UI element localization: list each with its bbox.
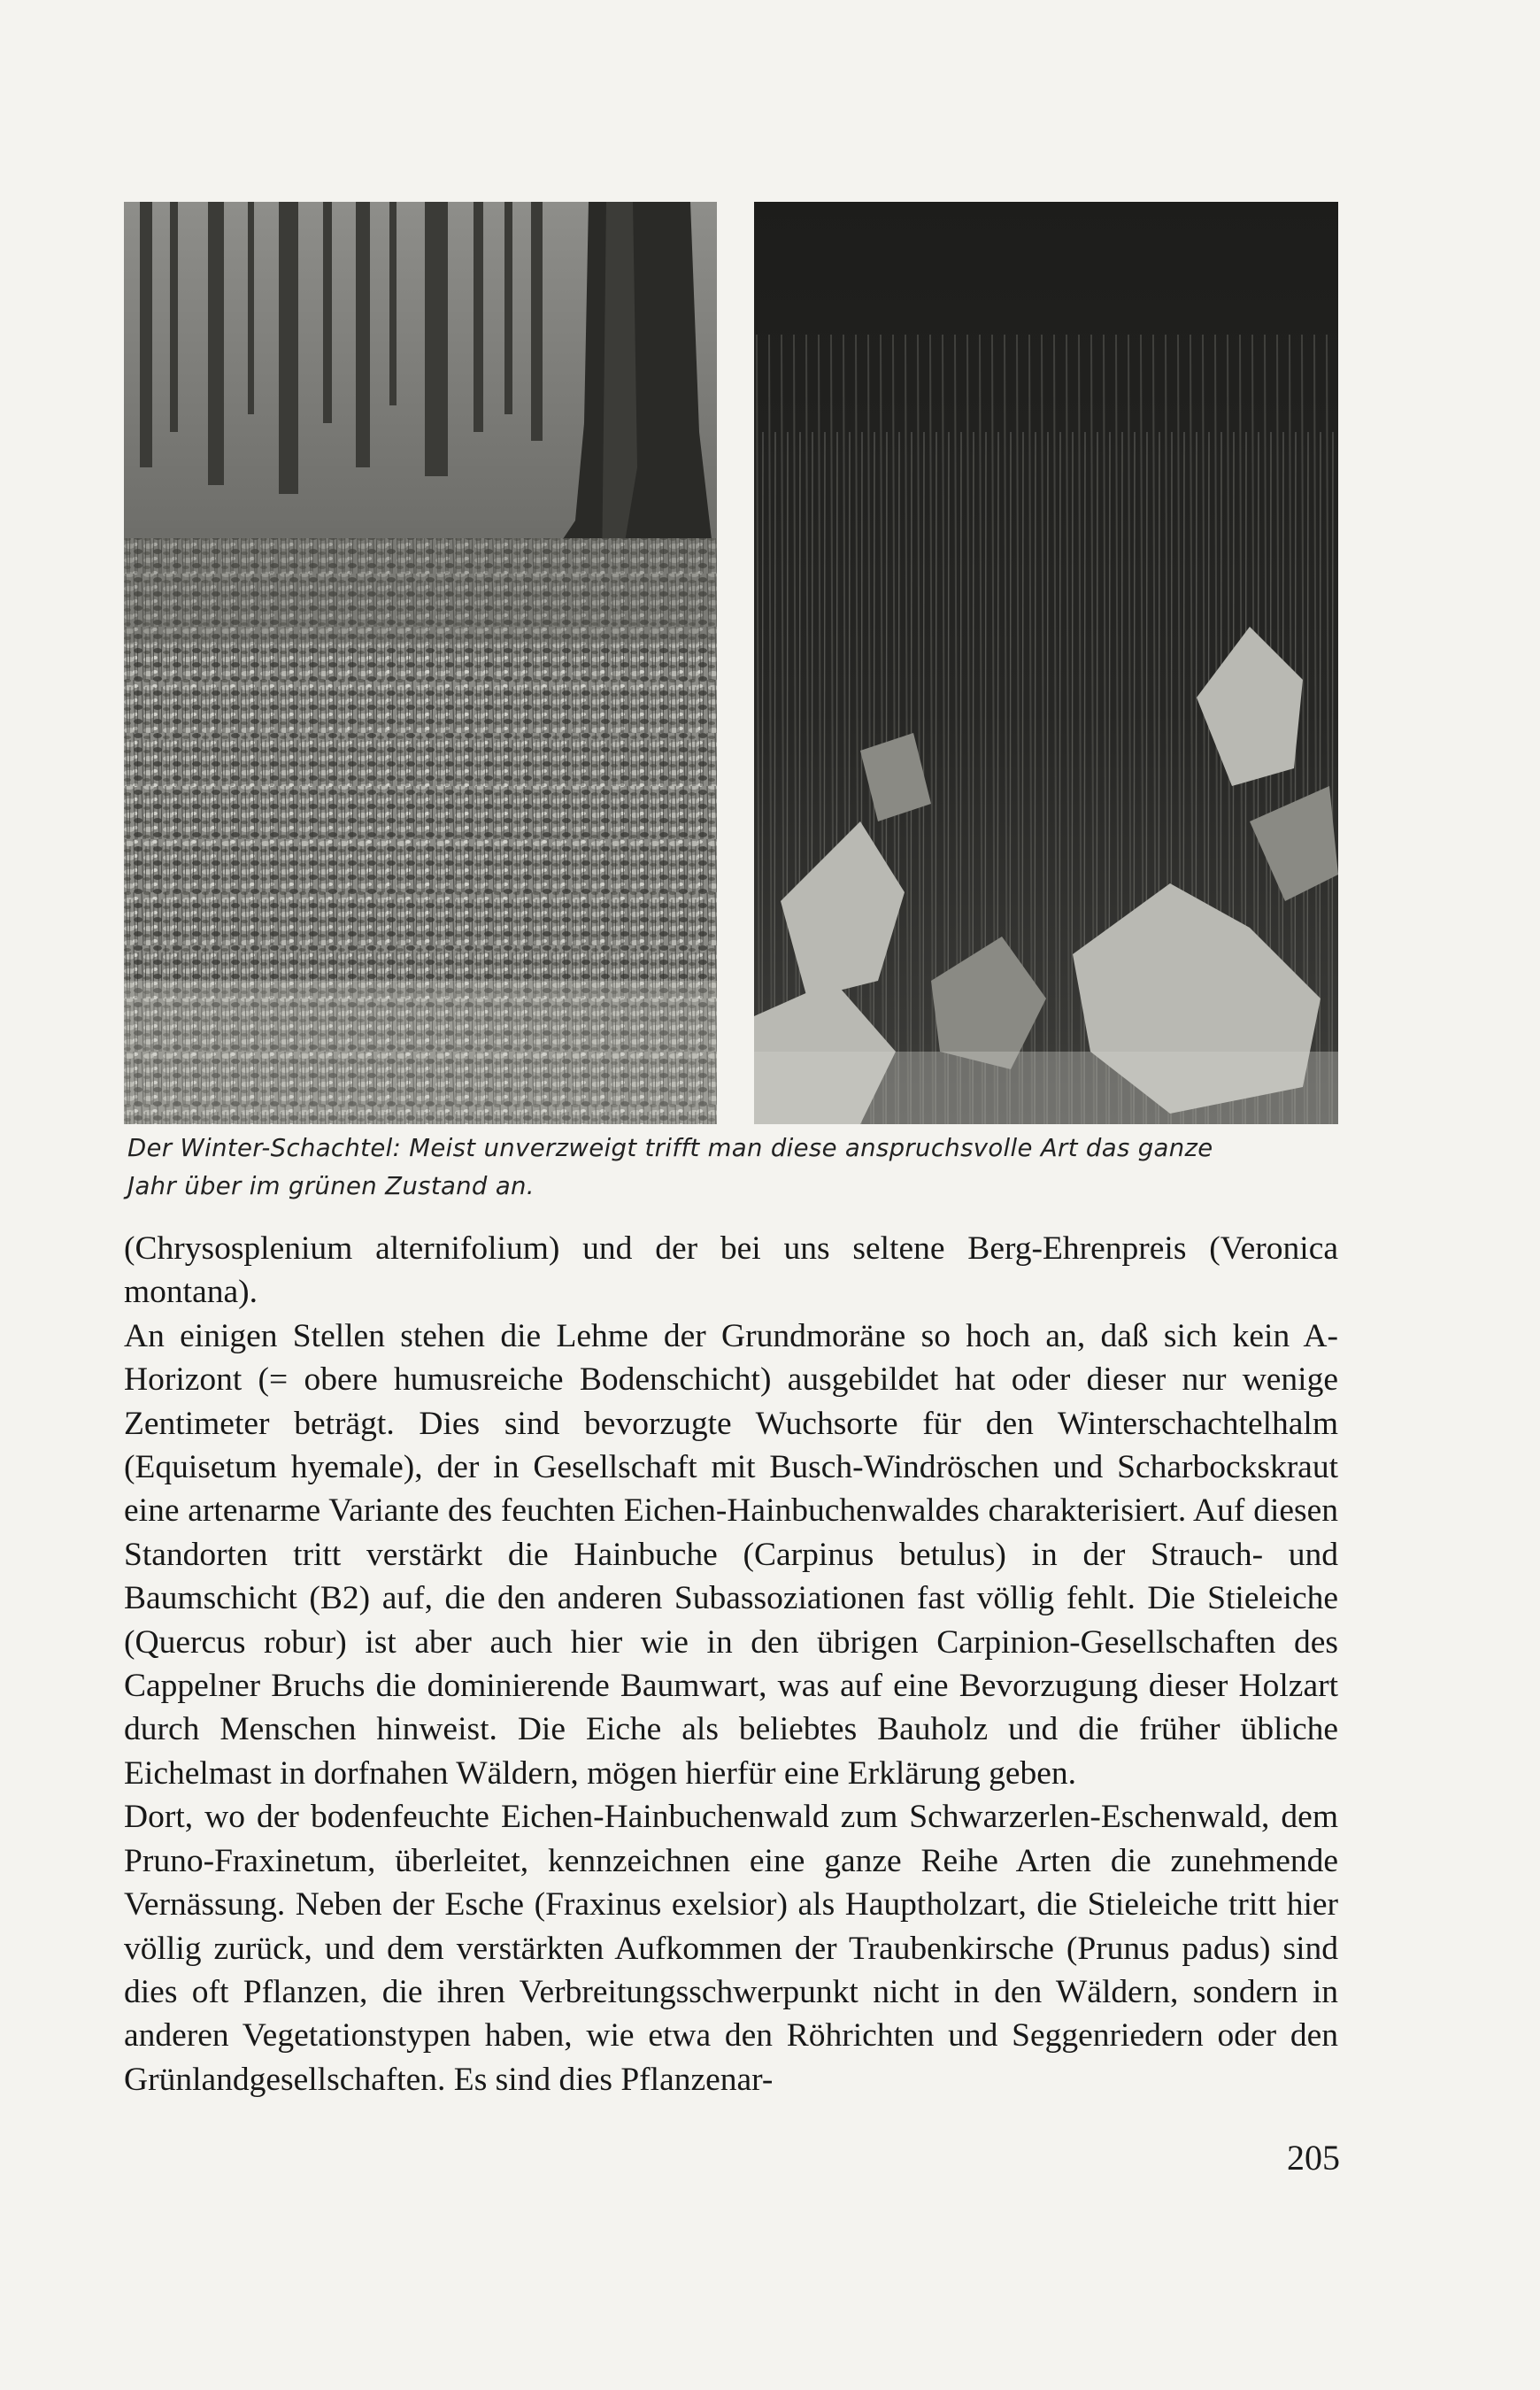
paragraph-2: An einigen Stellen stehen die Lehme der Grundmoräne so hoch an, daß sich kein A-Horizont (= obere humusreiche Bodenschicht) ausgebildet hat oder dieser nur wenige Zentimeter beträgt. Dies sind bevorzugte Wuchsorte für den Winterschachtelhalm (Equisetum hyemale), der in Gesellschaft mit Busch-Windröschen und Scharbockskraut eine artenarme Variante des feuchten Eichen-Hainbuchenwaldes charakterisiert. Auf diesen Standorten tritt verstärkt die Hainbuche (Carpinus betulus) in der Strauch- und Baumschicht (B2) auf, die den anderen Subassoziationen fast völlig fehlt. Die Stieleiche (Quercus robur) ist aber auch hier wie in den übrigen Carpinion-Gesellschaften des Cappelner Bruchs die dominierende Baumwart, was auf eine Bevorzugung dieser Holzart durch Menschen hinweist. Die Eiche als beliebtes Bauholz und die früher übliche Eichelmast in dorfnahen Wäldern, mögen hierfür eine Erklärung geben. (124, 1317, 1338, 1792)
paragraph-3: Dort, wo der bodenfeuchte Eichen-Hainbuchenwald zum Schwarzerlen-Eschenwald, dem Pruno-Fraxinetum, überleitet, kennzeichnen eine ganze Reihe Arten die zunehmende Vernässung. Neben der Esche (Fraxinus exelsior) als Hauptholzart, die Stieleiche tritt hier völlig zurück, und dem verstärkten Aufkommen der Traubenkirsche (Prunus padus) sind dies oft Pflanzen, die ihren Verbreitungsschwerpunkt nicht in den Wäldern, sondern in anderen Vegetationstypen haben, wie etwa den Röhrichten und Seggenriedern oder den Grünlandgesellschaften. Es sind dies Pflanzenar- (124, 1799, 1338, 2098)
body-text (124, 1227, 1338, 2101)
horsetail-photo (754, 202, 1338, 1124)
figure-caption (127, 1129, 1340, 1206)
caption-line-1: Der Winter-Schachtel: Meist unverzweigt trifft man diese anspruchsvolle Art das ganze (127, 1134, 1213, 1162)
horsetail-photo-image (754, 202, 1338, 1124)
forest-photo-image (124, 202, 717, 1124)
forest-photo (124, 202, 717, 1124)
paragraph-1: (Chrysosplenium alternifolium) und der bei uns seltene Berg-Ehrenpreis (Veronica montana). (124, 1230, 1338, 1311)
page-number: 205 (1287, 2138, 1340, 2178)
caption-line-2: Jahr über im grünen Zustand an. (127, 1172, 535, 1200)
photo-figure (124, 202, 1338, 1124)
